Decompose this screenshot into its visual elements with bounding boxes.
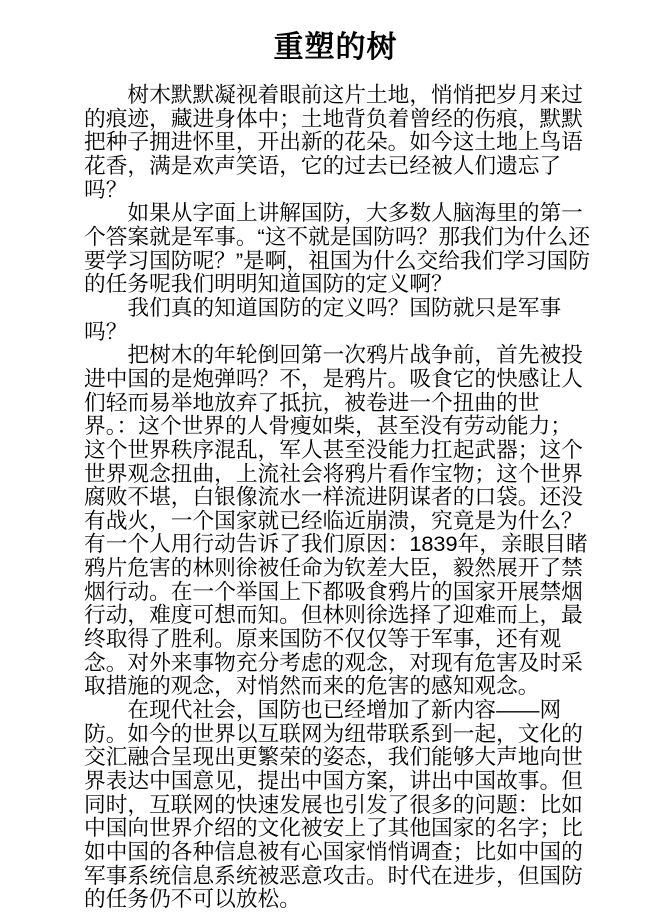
document-title: 重塑的树	[273, 31, 398, 64]
paragraph-2: 如果从字面上讲解国防，大多数人脑海里的第一个答案就是军事。“这不就是国防吗？那我们为什么还要学习国防呢？”是啊，祖国为什么交给我们学习国防的任务呢我们明明知道国防的定义啊？	[84, 200, 591, 297]
paragraph-1: 树木默默凝视着眼前这片土地，悄悄把岁月来过的痕迹，藏进身体中；土地背负着曾经的伤痕，默默把种子拥进怀里，开出新的花朵。如今这土地上鸟语花香，满是欢声笑语，它的过去已经被人们遗忘了吗？	[84, 82, 583, 202]
paragraph-3: 我们真的知道国防的定义吗？国防就只是军事吗？	[84, 294, 562, 344]
paragraph-5: 在现代社会，国防也已经增加了新内容——网防。如今的世界以互联网为纽带联系到一起，文化的交汇融合呈现出更繁荣的姿态，我们能够大声地向世界表达中国意见，提出中国方案，讲出中国故事。但同时，互联网的快速发展也引发了很多的问题：比如中国向世界介绍的文化被安上了其他国家的名字；比如中国的各种信息被有心国家悄悄调查；比如中国的军事系统信息系统被恶意攻击。时代在进步，但国防的任务仍不可以放松。	[84, 697, 583, 912]
paragraph-4: 把树木的年轮倒回第一次鸦片战争前，首先被投进中国的是炮弹吗？不，是鸦片。吸食它的快感让人们轻而易举地放弃了抵抗，被卷进一个扭曲的世界。：这个世界的人骨瘦如柴，甚至没有劳动能力；这个世界秩序混乱，军人甚至没能力扛起武器；这个世界观念扭曲，上流社会将鸦片看作宝物；这个世界腐败不堪，白银像流水一样流进阴谋者的口袋。还没有战火，一个国家就已经临近崩溃，究竟是为什么？有一个人用行动告诉了我们原因：1839年，亲眼目睹鸦片危害的林则徐被任命为钦差大臣，毅然展开了禁烟行动。在一个举国上下都吸食鸦片的国家开展禁烟行动，难度可想而知。但林则徐选择了迎难而上，最终取得了胜利。原来国防不仅仅等于军事，还有观念。对外来事物充分考虑的观念，对现有危害及时采取措施的观念，对悄然而来的危害的感知观念。	[84, 342, 588, 699]
document-body	[84, 83, 591, 911]
